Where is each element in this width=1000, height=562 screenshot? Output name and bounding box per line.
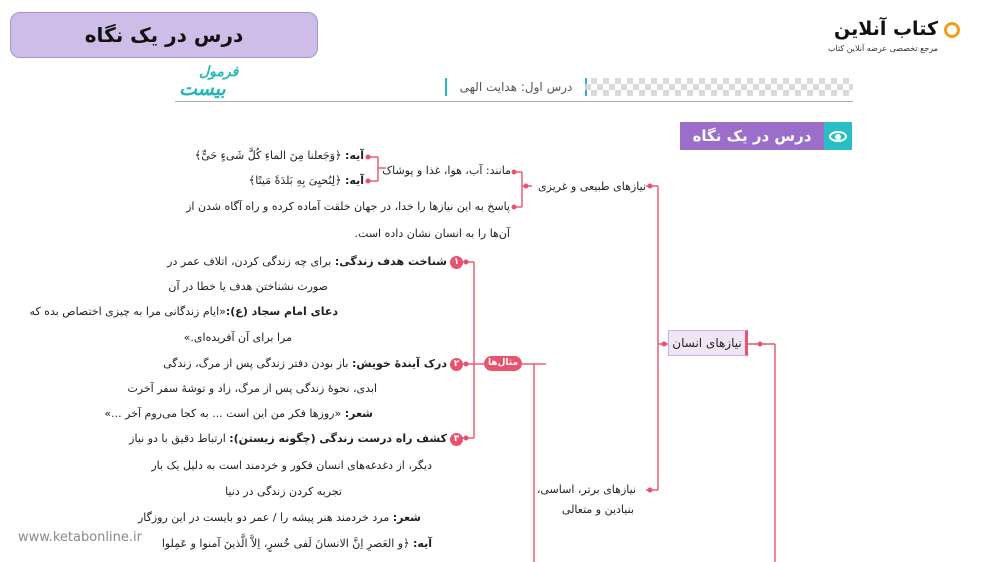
website-url[interactable]: www.ketabonline.ir xyxy=(18,530,142,545)
item1-text-line2: صورت نشناختن هدف یا خطا در آن xyxy=(168,280,328,293)
root-node-human-needs: نیازهای انسان xyxy=(668,330,748,356)
item3-text-line2: دیگر، از دغدغه‌های انسان فکور و خردمند است به دلیل یک بار xyxy=(151,459,432,472)
lesson-subtitle: درس اول: هدایت الهی xyxy=(445,78,587,96)
logo-line2: بیست xyxy=(179,78,226,100)
higher-needs-label-line2: بنیادین و متعالی xyxy=(561,503,634,516)
item2-text-line2: ابدی، نحوهٔ زندگی پس از مرگ، زاد و توشهٔ سفر آخرت xyxy=(127,382,377,395)
item3-number: ۳ xyxy=(450,433,463,446)
natural-verse-1: آیه: ﴿وَجَعلنا مِنَ الماءِ کُلَّ شَیءٍ حَیٍّ﴾ xyxy=(194,149,364,162)
item3-text-line3: تجربه کردن زندگی در دنیا xyxy=(225,485,342,498)
item3-poem: شعر: مرد خردمند هنر پیشه را / عمر دو بایست در این روزگار xyxy=(137,511,421,524)
brand-tagline: مرجع تخصصی عرضه آنلاین کتاب xyxy=(827,44,938,53)
item1-dua-line2: مرا برای آن آفریده‌ای.» xyxy=(183,331,292,344)
natural-needs-label: نیازهای طبیعی و غریزی xyxy=(537,180,646,193)
item1-number: ۱ xyxy=(450,256,463,269)
item1-dua-line1: دعای امام سجاد (ع):«ایام زندگانی مرا به چیزی اختصاص بده که xyxy=(29,305,338,318)
natural-verse-2: آیه: ﴿لِنُحیِیَ بِهِ بَلدَةً مَیتًا﴾ xyxy=(248,174,364,187)
examples-badge: مثال‌ها xyxy=(484,356,522,371)
item2-text-line1: درک آیندهٔ خویش: باز بودن دفتر زندگی پس از مرگ، زندگی xyxy=(163,357,447,370)
item3-text-line1: کشف راه درست زندگی (چگونه زیستن): ارتباط دقیق با دو نیاز xyxy=(129,432,447,445)
item1-text-line1: شناخت هدف زندگی: برای چه زندگی کردن، اتلاف عمر در xyxy=(167,255,447,268)
item3-verse: آیه: ﴿و العَصرِ اِنَّ الانسانَ لَفی خُسرٍ، اِلاَّ الَّذینَ آمنوا و عَمِلوا xyxy=(161,537,432,550)
natural-needs-example: مانند: آب، هوا، غذا و پوشاک xyxy=(382,164,511,177)
section-title: درس در یک نگاه xyxy=(692,127,812,145)
item2-number: ۲ xyxy=(450,358,463,371)
item2-poem: شعر: «روزها فکر من این است ... به کجا می‌روم آخر ...» xyxy=(104,407,373,420)
lesson-title-text: درس در یک نگاه xyxy=(84,23,244,47)
brand-name: کتاب آنلاین xyxy=(834,18,938,40)
logo-line1: فرمول xyxy=(199,64,239,80)
natural-answer-line1: پاسخ به این نیازها را خدا، در جهان خلقت آماده کرده و راه آگاه شدن از xyxy=(186,200,510,213)
natural-answer-line2: آن‌ها را به انسان نشان داده است. xyxy=(354,227,510,240)
higher-needs-label-line1: نیازهای برتر، اساسی، xyxy=(536,483,636,496)
